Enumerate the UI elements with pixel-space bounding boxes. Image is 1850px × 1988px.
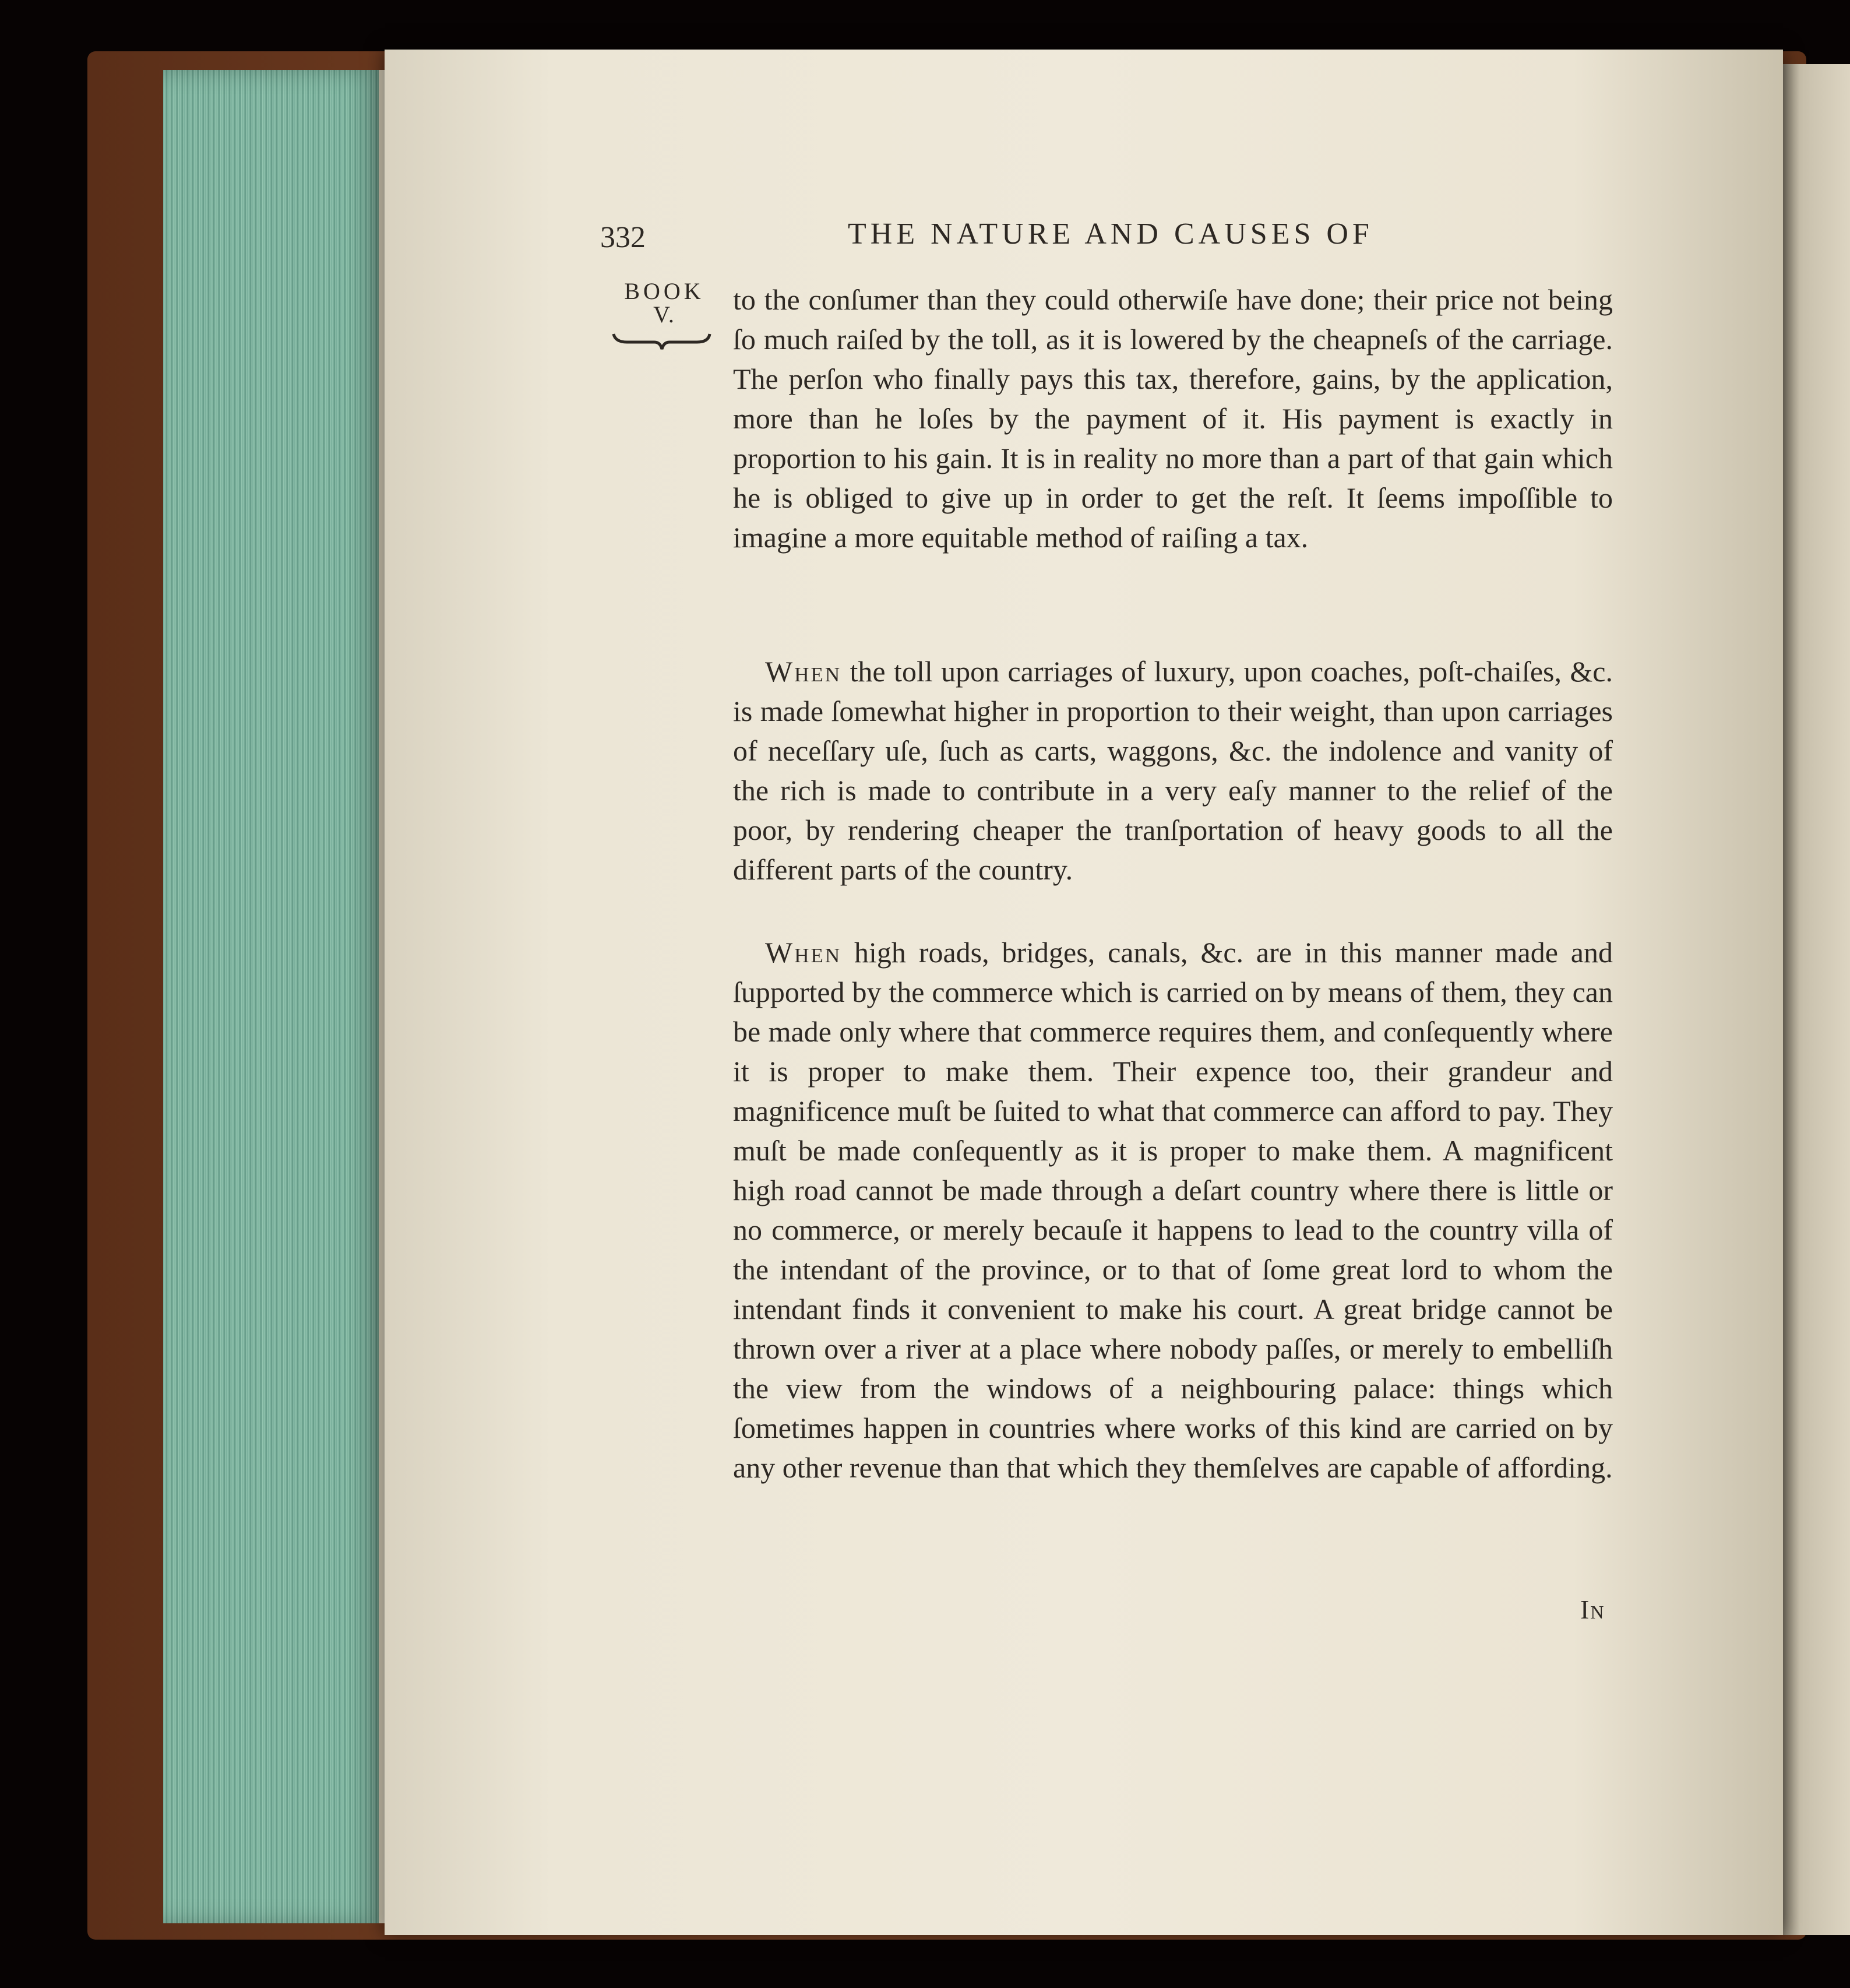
running-head: THE NATURE AND CAUSES OF <box>848 217 1373 251</box>
page-number: 332 <box>600 221 646 254</box>
page-edges <box>163 70 385 1923</box>
paragraph-3-text: high roads, bridges, canals, &c. are in this manner made and ſupported by the commerce which is carried on by means of them, they can be made only where that commerce requires them, and conſequently where it is proper to make them. Their expence too, their grandeur and magnificence muſt be ſuited to what that commerce can afford to pay. They muſt be made conſequently as it is proper to make them. A magnificent high road cannot be made through a deſart country where there is little or no commerce, or merely becauſe it happens to lead to the country villa of the intendant of the province, or to that of ſome great lord to whom the intendant finds it convenient to make his court. A great bridge cannot be thrown over a river at a place where nobody paſſes, or merely to embelliſh the view from the windows of a neighbouring palace: things which ſometimes happen in countries where works of this kind are carried on by any other revenue than that which they themſelves are capable of affording. <box>733 936 1613 1484</box>
margin-book-numeral: V. <box>653 301 675 328</box>
paragraph-1 <box>733 280 1613 557</box>
paragraph-3-lead: When <box>765 936 842 969</box>
paragraph-3 <box>733 933 1613 1487</box>
paragraph-2 <box>733 652 1613 889</box>
paragraph-2-text: the toll upon carriages of luxury, upon coaches, poſt-chaiſes, &c. is made ſomewhat higher in proportion to their weight, than upon carriages of neceſſary uſe, ſuch as carts, waggons, &c. the indolence and vanity of the rich is made to contribute in a very eaſy manner to the relief of the poor, by rendering cheaper the tranſportation of heavy goods to all the different parts of the country. <box>733 655 1613 886</box>
paragraph-2-lead: When <box>765 655 842 688</box>
margin-brace-icon <box>611 329 713 353</box>
paragraph-1-text: to the conſumer than they could otherwiſe have done; their price not being ſo much raiſed by the toll, as it is lowered by the cheapneſs of the carriage. The perſon who finally pays this tax, therefore, gains, by the application, more than he loſes by the payment of it. His payment is exactly in proportion to his gain. It is in reality no more than a part of that gain which he is obliged to give up in order to get the reſt. It ſeems impoſſible to imagine a more equitable method of raiſing a tax. <box>733 283 1613 554</box>
margin-book-word: BOOK <box>624 278 704 304</box>
margin-note <box>609 280 720 326</box>
facing-page-edge <box>1783 64 1850 1935</box>
catchword: In <box>1580 1595 1605 1624</box>
